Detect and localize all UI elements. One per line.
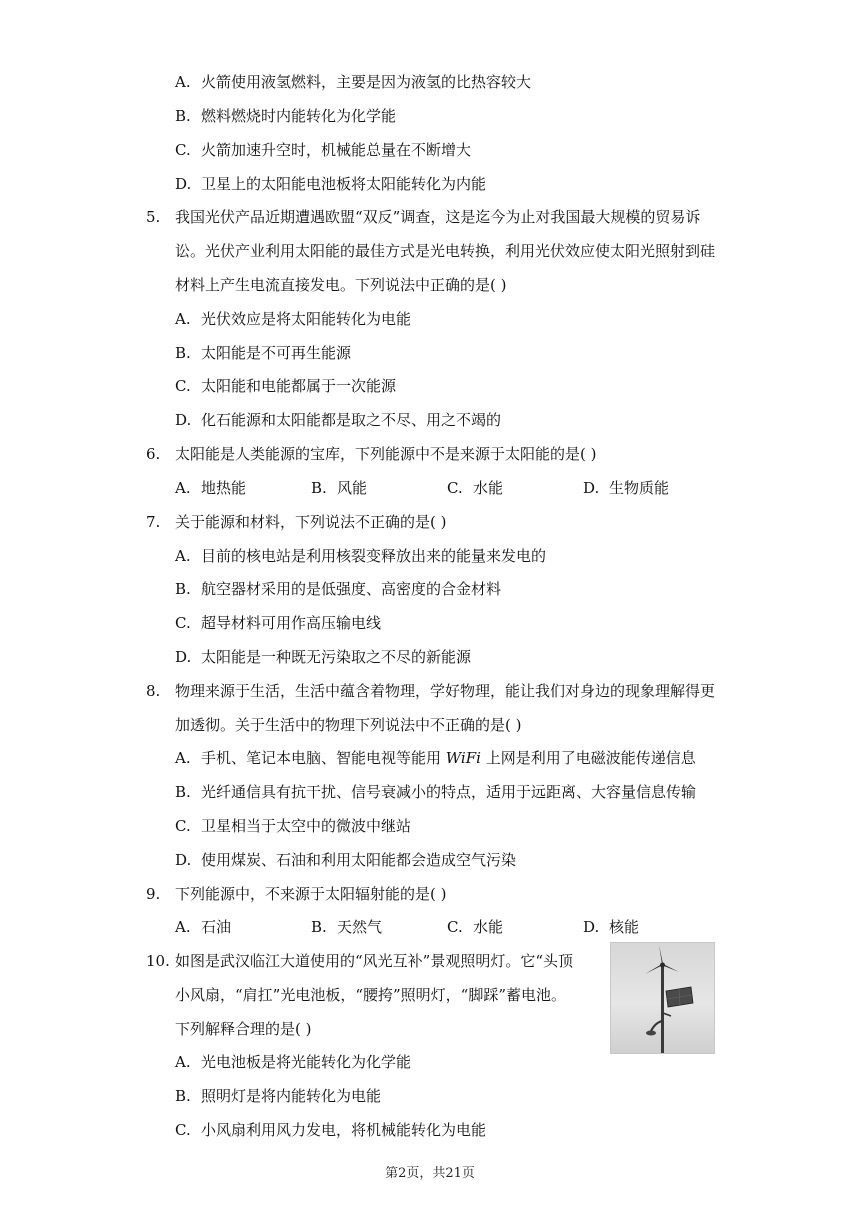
q7-option-c: C. 超导材料可用作高压输电线 — [175, 614, 382, 632]
q8-option-c: C. 卫星相当于太空中的微波中继站 — [175, 817, 412, 835]
q6-number: 6. — [146, 445, 161, 463]
q9-stem: 下列能源中，不来源于太阳辐射能的是( ) — [175, 885, 447, 903]
page-footer: 第2页，共21页 — [385, 1166, 475, 1181]
q7-option-d: D. 太阳能是一种既无污染取之不尽的新能源 — [175, 648, 472, 666]
q6-option-d: D. 生物质能 — [583, 479, 670, 497]
q8-option-b: B. 光纤通信具有抗干扰、信号衰减小的特点，适用于远距离、大容量信息传输 — [175, 783, 697, 801]
q10-stem-line-3: 下列解释合理的是( ) — [175, 1020, 312, 1038]
q9-option-b: B. 天然气 — [311, 918, 383, 936]
q5-option-c: C. 太阳能和电能都属于一次能源 — [175, 377, 397, 395]
q6-option-c: C. 水能 — [447, 479, 504, 497]
q6-stem: 太阳能是人类能源的宝库，下列能源中不是来源于太阳能的是( ) — [175, 445, 597, 463]
q8-option-d: D. 使用煤炭、石油和利用太阳能都会造成空气污染 — [175, 851, 517, 869]
q9-option-a: A. 石油 — [175, 918, 232, 936]
q9-option-c: C. 水能 — [447, 918, 504, 936]
q9-number: 9. — [146, 885, 161, 903]
q5-option-b: B. 太阳能是不可再生能源 — [175, 344, 352, 362]
q7-option-b: B. 航空器材采用的是低强度、高密度的合金材料 — [175, 580, 502, 598]
q5-stem-line-2: 讼。光伏产业利用太阳能的最佳方式是光电转换，利用光伏效应使太阳光照射到硅 — [175, 242, 716, 260]
q4-option-b: B. 燃料燃烧时内能转化为化学能 — [175, 107, 397, 125]
wind-turbine-lamp-icon — [611, 943, 714, 1053]
q6-option-a: A. 地热能 — [175, 479, 247, 497]
q5-stem-line-1: 我国光伏产品近期遭遇欧盟“双反”调查，这是迄今为止对我国最大规模的贸易诉 — [175, 208, 701, 226]
q8-number: 8. — [146, 682, 161, 700]
q5-option-d: D. 化石能源和太阳能都是取之不尽、用之不竭的 — [175, 411, 502, 429]
wind-solar-lamp-photo — [610, 942, 715, 1054]
q10-stem-line-1: 如图是武汉临江大道使用的“风光互补”景观照明灯。它“头顶 — [175, 952, 574, 970]
q7-option-a: A. 目前的核电站是利用核裂变释放出来的能量来发电的 — [175, 547, 547, 565]
q7-stem: 关于能源和材料，下列说法不正确的是( ) — [175, 513, 447, 531]
q4-option-a: A. 火箭使用液氢燃料，主要是因为液氢的比热容较大 — [175, 73, 532, 91]
q4-option-d: D. 卫星上的太阳能电池板将太阳能转化为内能 — [175, 175, 487, 193]
q6-option-b: B. 风能 — [311, 479, 368, 497]
q8-option-a: A. 手机、笔记本电脑、智能电视等能用 WiFi 上网是利用了电磁波能传递信息 — [175, 749, 696, 767]
q8-stem-line-2: 加透彻。关于生活中的物理下列说法中不正确的是( ) — [175, 716, 522, 734]
q10-option-b: B. 照明灯是将内能转化为电能 — [175, 1087, 382, 1105]
q10-option-c: C. 小风扇利用风力发电，将机械能转化为电能 — [175, 1121, 487, 1139]
q5-number: 5. — [146, 208, 161, 226]
q10-stem-line-2: 小风扇，“肩扛”光电池板，“腰挎”照明灯，“脚踩”蓄电池。 — [175, 986, 567, 1004]
q7-number: 7. — [146, 513, 161, 531]
q9-option-d: D. 核能 — [583, 918, 640, 936]
q4-option-c: C. 火箭加速升空时，机械能总量在不断增大 — [175, 141, 472, 159]
q8-stem-line-1: 物理来源于生活，生活中蕴含着物理，学好物理，能让我们对身边的现象理解得更 — [175, 682, 716, 700]
q5-stem-line-3: 材料上产生电流直接发电。下列说法中正确的是( ) — [175, 276, 507, 294]
q10-option-a: A. 光电池板是将光能转化为化学能 — [175, 1053, 412, 1071]
q5-option-a: A. 光伏效应是将太阳能转化为电能 — [175, 310, 412, 328]
q10-number: 10. — [146, 952, 170, 970]
